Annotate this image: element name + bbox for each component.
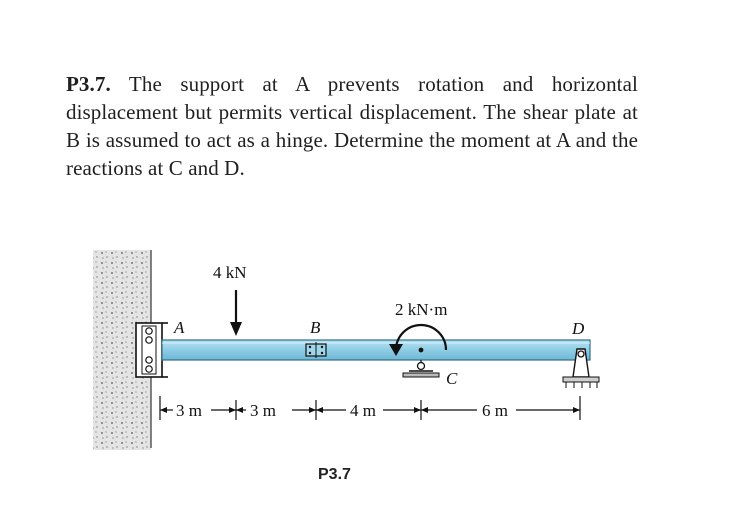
moment-label: 2 kN·m: [395, 300, 448, 319]
dim-ab-2: 3 m: [250, 401, 276, 420]
support-c: [403, 360, 439, 377]
label-c: C: [446, 369, 458, 388]
dim-cd: 6 m: [482, 401, 508, 420]
problem-number: P3.7.: [66, 72, 111, 96]
label-b: B: [310, 318, 321, 337]
dim-bc: 4 m: [350, 401, 376, 420]
load-label: 4 kN: [213, 263, 247, 282]
label-a: A: [174, 318, 185, 337]
problem-text: The support at A prevents rotation and horizontal displacement but permits vertical displacement. The shear plate at B is assumed to act as a hinge. Determine the moment at A and the reactions at C and D.: [66, 72, 638, 180]
label-d: D: [572, 319, 585, 338]
load-arrow: [230, 290, 242, 336]
dim-ab-1: 3 m: [176, 401, 202, 420]
figure-caption: P3.7: [318, 466, 351, 483]
hinge-b: [306, 342, 326, 358]
